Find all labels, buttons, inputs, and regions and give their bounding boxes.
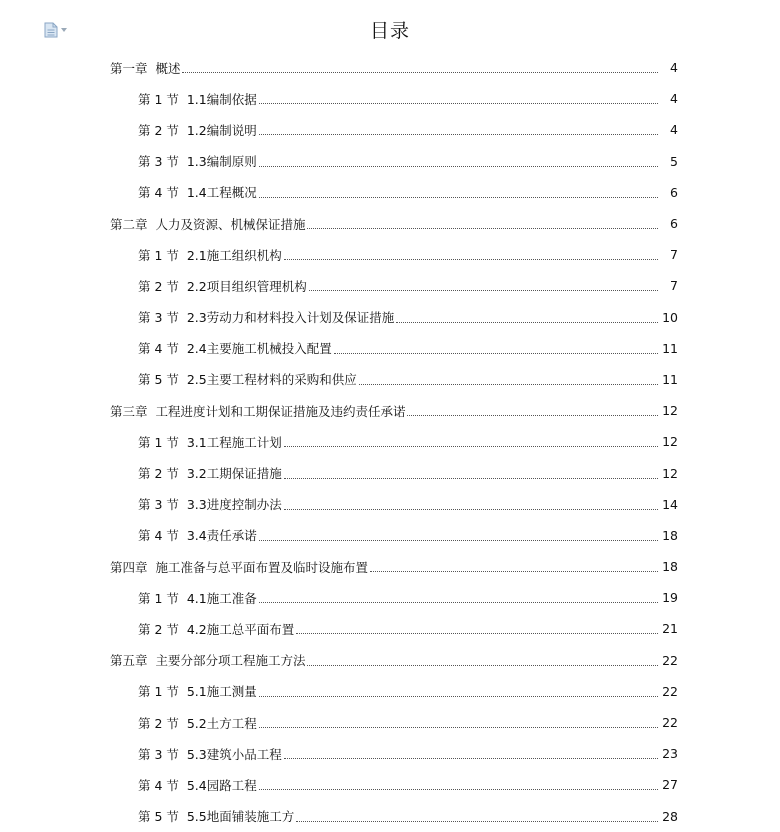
toc-entry-page-number: 22 xyxy=(662,715,678,731)
dot-leader xyxy=(309,290,658,291)
toc-entry-title: 第 1 节 2.1施工组织机构 xyxy=(138,247,282,263)
toc-entry-title: 第一章 概述 xyxy=(110,60,181,76)
toc-entry-page-number: 4 xyxy=(670,60,678,76)
toc-entry-title: 第 2 节 3.2工期保证措施 xyxy=(138,466,282,482)
dot-leader xyxy=(284,259,658,260)
toc-entry-title: 第 4 节 1.4工程概况 xyxy=(138,185,257,201)
toc-entry-section[interactable] xyxy=(0,426,780,457)
toc-entry-title: 第二章 人力及资源、机械保证措施 xyxy=(110,216,306,232)
dot-leader xyxy=(259,602,658,603)
toc-entry-section[interactable] xyxy=(0,114,780,145)
toc-entry-section[interactable] xyxy=(0,582,780,613)
toc-entry-section[interactable] xyxy=(0,177,780,208)
toc-entry-section[interactable] xyxy=(0,801,780,832)
dot-leader xyxy=(296,633,658,634)
toc-entry-section[interactable] xyxy=(0,239,780,270)
dot-leader xyxy=(259,166,658,167)
toc-entry-title: 第五章 主要分部分项工程施工方法 xyxy=(110,653,306,669)
toc-entry-page-number: 18 xyxy=(662,559,678,575)
toc-entry-title: 第 2 节 1.2编制说明 xyxy=(138,122,257,138)
dot-leader xyxy=(259,197,658,198)
toc-entry-page-number: 4 xyxy=(670,91,678,107)
dot-leader xyxy=(284,509,658,510)
dot-leader xyxy=(334,353,658,354)
toc-entry-section[interactable] xyxy=(0,83,780,114)
toc-entry-chapter[interactable] xyxy=(0,52,780,83)
toc-entry-title: 第四章 施工准备与总平面布置及临时设施布置 xyxy=(110,559,368,575)
toc-entry-page-number: 7 xyxy=(670,278,678,294)
toc-entry-page-number: 10 xyxy=(662,309,678,325)
toc-entry-section[interactable] xyxy=(0,769,780,800)
toc-entry-page-number: 27 xyxy=(662,777,678,793)
dot-leader xyxy=(259,103,658,104)
toc-entry-page-number: 18 xyxy=(662,527,678,543)
toc-entry-chapter[interactable] xyxy=(0,395,780,426)
toc-entry-page-number: 22 xyxy=(662,683,678,699)
toc-entry-section[interactable] xyxy=(0,707,780,738)
dot-leader xyxy=(359,384,658,385)
toc-entry-title: 第 3 节 1.3编制原则 xyxy=(138,154,257,170)
toc-entry-title: 第 1 节 3.1工程施工计划 xyxy=(138,434,282,450)
toc-entry-page-number: 4 xyxy=(670,122,678,138)
toc-entry-page-number: 6 xyxy=(670,216,678,232)
page-title: 目录 xyxy=(369,20,410,42)
dot-leader xyxy=(259,696,658,697)
toc-entry-title: 第 1 节 5.1施工测量 xyxy=(138,684,257,700)
dot-leader xyxy=(259,727,658,728)
toc-entry-section[interactable] xyxy=(0,520,780,551)
toc-entry-page-number: 12 xyxy=(662,465,678,481)
dot-leader xyxy=(296,821,658,822)
toc-entry-page-number: 21 xyxy=(662,621,678,637)
toc-entry-page-number: 6 xyxy=(670,184,678,200)
toc-entry-chapter[interactable] xyxy=(0,208,780,239)
dot-leader xyxy=(407,415,658,416)
toc-entry-title: 第 2 节 4.2施工总平面布置 xyxy=(138,621,295,637)
dot-leader xyxy=(307,665,658,666)
toc-entry-section[interactable] xyxy=(0,738,780,769)
toc-entry-title: 第 3 节 3.3进度控制办法 xyxy=(138,497,282,513)
toc-entry-title: 第 4 节 5.4园路工程 xyxy=(138,777,257,793)
toc-entry-section[interactable] xyxy=(0,302,780,333)
dot-leader xyxy=(370,571,658,572)
toc-entry-page-number: 12 xyxy=(662,434,678,450)
toc-entry-title: 第 4 节 3.4责任承诺 xyxy=(138,528,257,544)
dot-leader xyxy=(259,789,658,790)
toc-entry-section[interactable] xyxy=(0,333,780,364)
toc-entry-section[interactable] xyxy=(0,489,780,520)
toc-entry-title: 第 2 节 2.2项目组织管理机构 xyxy=(138,278,307,294)
toc-entry-title: 第三章 工程进度计划和工期保证措施及违约责任承诺 xyxy=(110,403,406,419)
toc-entry-section[interactable] xyxy=(0,613,780,644)
toc-entry-title: 第 3 节 2.3劳动力和材料投入计划及保证措施 xyxy=(138,310,395,326)
dot-leader xyxy=(259,540,658,541)
dot-leader xyxy=(182,72,658,73)
toc-entry-chapter[interactable] xyxy=(0,645,780,676)
toc-entry-title: 第 2 节 5.2土方工程 xyxy=(138,715,257,731)
toc-entry-page-number: 12 xyxy=(662,403,678,419)
toc-entry-section[interactable] xyxy=(0,676,780,707)
dot-leader xyxy=(284,758,658,759)
toc-entry-section[interactable] xyxy=(0,364,780,395)
dot-leader xyxy=(284,478,658,479)
toc-entry-title: 第 3 节 5.3建筑小品工程 xyxy=(138,746,282,762)
toc-entry-page-number: 22 xyxy=(662,652,678,668)
table-of-contents xyxy=(0,52,780,832)
toc-entry-page-number: 23 xyxy=(662,746,678,762)
toc-entry-page-number: 7 xyxy=(670,247,678,263)
toc-entry-page-number: 19 xyxy=(662,590,678,606)
toc-entry-page-number: 14 xyxy=(662,496,678,512)
toc-entry-title: 第 1 节 4.1施工准备 xyxy=(138,590,257,606)
toc-entry-page-number: 5 xyxy=(670,153,678,169)
toc-entry-title: 第 5 节 2.5主要工程材料的采购和供应 xyxy=(138,372,357,388)
toc-entry-title: 第 1 节 1.1编制依据 xyxy=(138,91,257,107)
toc-entry-page-number: 11 xyxy=(662,340,678,356)
toc-entry-title: 第 4 节 2.4主要施工机械投入配置 xyxy=(138,341,332,357)
dot-leader xyxy=(307,228,658,229)
toc-entry-section[interactable] xyxy=(0,457,780,488)
dot-leader xyxy=(396,322,658,323)
toc-entry-page-number: 11 xyxy=(662,371,678,387)
toc-entry-page-number: 28 xyxy=(662,808,678,824)
toc-entry-title: 第 5 节 5.5地面铺装施工方 xyxy=(138,809,295,825)
dot-leader xyxy=(284,446,658,447)
toc-entry-chapter[interactable] xyxy=(0,551,780,582)
toc-entry-section[interactable] xyxy=(0,270,780,301)
dot-leader xyxy=(259,134,658,135)
toc-entry-section[interactable] xyxy=(0,146,780,177)
